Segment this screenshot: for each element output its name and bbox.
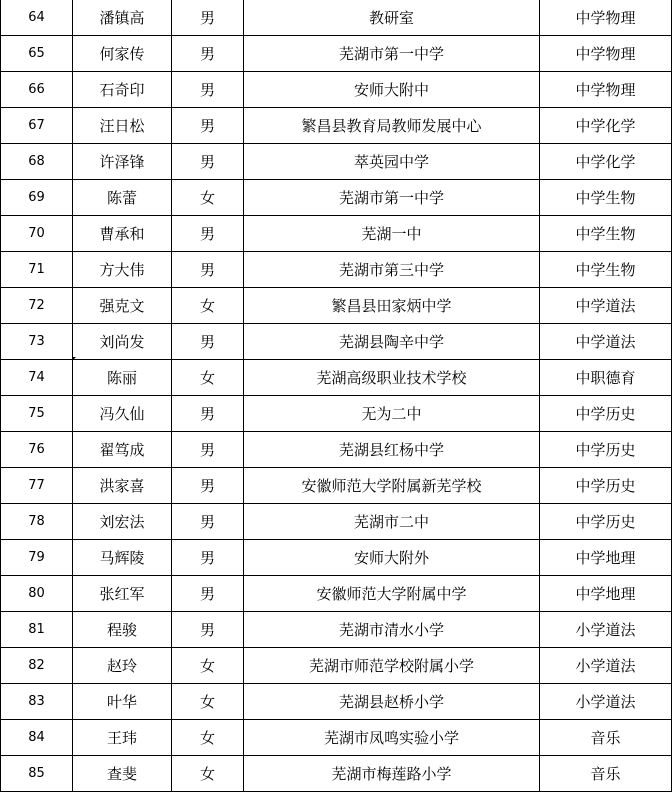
unit-cell: 安师大附中	[244, 72, 540, 108]
subject-cell: 小学道法	[540, 648, 672, 684]
gender-cell: 男	[172, 0, 244, 36]
gender-cell: 男	[172, 144, 244, 180]
gender-cell: 女	[172, 756, 244, 792]
gender-cell: 男	[172, 612, 244, 648]
gender-cell: 男	[172, 216, 244, 252]
row-number-cell: 72	[1, 288, 73, 324]
subject-cell: 中学物理	[540, 36, 672, 72]
row-number-cell: 69	[1, 180, 73, 216]
table-row	[1, 108, 672, 144]
table-row	[1, 468, 672, 504]
name-cell: 强克文	[73, 288, 172, 324]
row-number-cell: 71	[1, 252, 73, 288]
gender-cell: 男	[172, 396, 244, 432]
gender-cell: 男	[172, 432, 244, 468]
row-number-cell: 81	[1, 612, 73, 648]
subject-cell: 中学物理	[540, 72, 672, 108]
table-row	[1, 36, 672, 72]
name-cell: 叶华	[73, 684, 172, 720]
row-number-cell: 79	[1, 540, 73, 576]
table-row	[1, 0, 672, 36]
unit-cell: 安徽师范大学附属新芜学校	[244, 468, 540, 504]
row-number-cell: 83	[1, 684, 73, 720]
unit-cell: 芜湖市第三中学	[244, 252, 540, 288]
row-number-cell: 76	[1, 432, 73, 468]
subject-cell: 小学道法	[540, 684, 672, 720]
table-row	[1, 180, 672, 216]
table-row	[1, 360, 672, 396]
unit-cell: 芜湖市第一中学	[244, 180, 540, 216]
name-cell: 陈蕾	[73, 180, 172, 216]
unit-cell: 芜湖高级职业技术学校	[244, 360, 540, 396]
gender-cell: 男	[172, 36, 244, 72]
row-number-cell: 64	[1, 0, 73, 36]
unit-cell: 萃英园中学	[244, 144, 540, 180]
unit-cell: 芜湖县赵桥小学	[244, 684, 540, 720]
name-cell: 赵玲	[73, 648, 172, 684]
name-cell: 翟笃成	[73, 432, 172, 468]
unit-cell: 安师大附外	[244, 540, 540, 576]
unit-cell: 芜湖市二中	[244, 504, 540, 540]
gender-cell: 男	[172, 324, 244, 360]
gender-cell: 男	[172, 468, 244, 504]
table-row	[1, 396, 672, 432]
subject-cell: 中学历史	[540, 396, 672, 432]
row-number-cell: 73	[1, 324, 73, 360]
subject-cell: 中学道法	[540, 288, 672, 324]
row-number-cell: 67	[1, 108, 73, 144]
subject-cell: 中学地理	[540, 576, 672, 612]
row-number-cell: 70	[1, 216, 73, 252]
name-cell: 何家传	[73, 36, 172, 72]
name-cell: 查斐	[73, 756, 172, 792]
table-row	[1, 324, 672, 360]
gender-cell: 女	[172, 180, 244, 216]
gender-cell: 女	[172, 288, 244, 324]
row-number-cell: 74	[1, 360, 73, 396]
unit-cell: 繁昌县田家炳中学	[244, 288, 540, 324]
name-cell: 刘尚发	[73, 324, 172, 360]
subject-cell: 小学道法	[540, 612, 672, 648]
subject-cell: 中学化学	[540, 108, 672, 144]
gender-cell: 女	[172, 360, 244, 396]
subject-cell: 中学历史	[540, 504, 672, 540]
row-number-cell: 77	[1, 468, 73, 504]
name-cell: 王玮	[73, 720, 172, 756]
subject-cell: 中学生物	[540, 180, 672, 216]
row-number-cell: 82	[1, 648, 73, 684]
unit-cell: 芜湖县陶辛中学	[244, 324, 540, 360]
table-row	[1, 504, 672, 540]
unit-cell: 芜湖市第一中学	[244, 36, 540, 72]
gender-cell: 男	[172, 108, 244, 144]
row-number-cell: 85	[1, 756, 73, 792]
row-number-cell: 78	[1, 504, 73, 540]
subject-cell: 中职德育	[540, 360, 672, 396]
gender-cell: 女	[172, 720, 244, 756]
name-cell: 陈丽	[73, 360, 172, 396]
unit-cell: 安徽师范大学附属中学	[244, 576, 540, 612]
name-cell: 程骏	[73, 612, 172, 648]
name-cell: 洪家喜	[73, 468, 172, 504]
unit-cell: 芜湖一中	[244, 216, 540, 252]
subject-cell: 中学生物	[540, 252, 672, 288]
subject-cell: 中学化学	[540, 144, 672, 180]
unit-cell: 芜湖市梅莲路小学	[244, 756, 540, 792]
gender-cell: 女	[172, 648, 244, 684]
unit-cell: 无为二中	[244, 396, 540, 432]
name-cell: 刘宏法	[73, 504, 172, 540]
table-row	[1, 612, 672, 648]
unit-cell: 芜湖市清水小学	[244, 612, 540, 648]
gender-cell: 男	[172, 252, 244, 288]
name-cell: 方大伟	[73, 252, 172, 288]
table-row	[1, 252, 672, 288]
cell-corner-marker	[72, 357, 76, 361]
table-row	[1, 216, 672, 252]
unit-cell: 芜湖市凤鸣实验小学	[244, 720, 540, 756]
row-number-cell: 84	[1, 720, 73, 756]
subject-cell: 中学道法	[540, 324, 672, 360]
gender-cell: 男	[172, 72, 244, 108]
gender-cell: 男	[172, 576, 244, 612]
roster-table-body	[1, 0, 672, 792]
row-number-cell: 75	[1, 396, 73, 432]
row-number-cell: 80	[1, 576, 73, 612]
table-row	[1, 720, 672, 756]
name-cell: 冯久仙	[73, 396, 172, 432]
table-row	[1, 72, 672, 108]
gender-cell: 女	[172, 684, 244, 720]
table-row	[1, 684, 672, 720]
table-row	[1, 288, 672, 324]
name-cell: 许泽锋	[73, 144, 172, 180]
unit-cell: 教研室	[244, 0, 540, 36]
name-cell: 曹承和	[73, 216, 172, 252]
subject-cell: 音乐	[540, 720, 672, 756]
name-cell: 张红军	[73, 576, 172, 612]
row-number-cell: 68	[1, 144, 73, 180]
table-row	[1, 144, 672, 180]
unit-cell: 繁昌县教育局教师发展中心	[244, 108, 540, 144]
name-cell: 马辉陵	[73, 540, 172, 576]
name-cell: 潘镇高	[73, 0, 172, 36]
subject-cell: 音乐	[540, 756, 672, 792]
table-row	[1, 576, 672, 612]
table-row	[1, 756, 672, 792]
unit-cell: 芜湖市师范学校附属小学	[244, 648, 540, 684]
table-row	[1, 540, 672, 576]
subject-cell: 中学物理	[540, 0, 672, 36]
table-row	[1, 648, 672, 684]
subject-cell: 中学地理	[540, 540, 672, 576]
subject-cell: 中学历史	[540, 468, 672, 504]
subject-cell: 中学历史	[540, 432, 672, 468]
row-number-cell: 66	[1, 72, 73, 108]
subject-cell: 中学生物	[540, 216, 672, 252]
unit-cell: 芜湖县红杨中学	[244, 432, 540, 468]
table-row	[1, 432, 672, 468]
row-number-cell: 65	[1, 36, 73, 72]
gender-cell: 男	[172, 540, 244, 576]
name-cell: 汪日松	[73, 108, 172, 144]
gender-cell: 男	[172, 504, 244, 540]
name-cell: 石奇印	[73, 72, 172, 108]
